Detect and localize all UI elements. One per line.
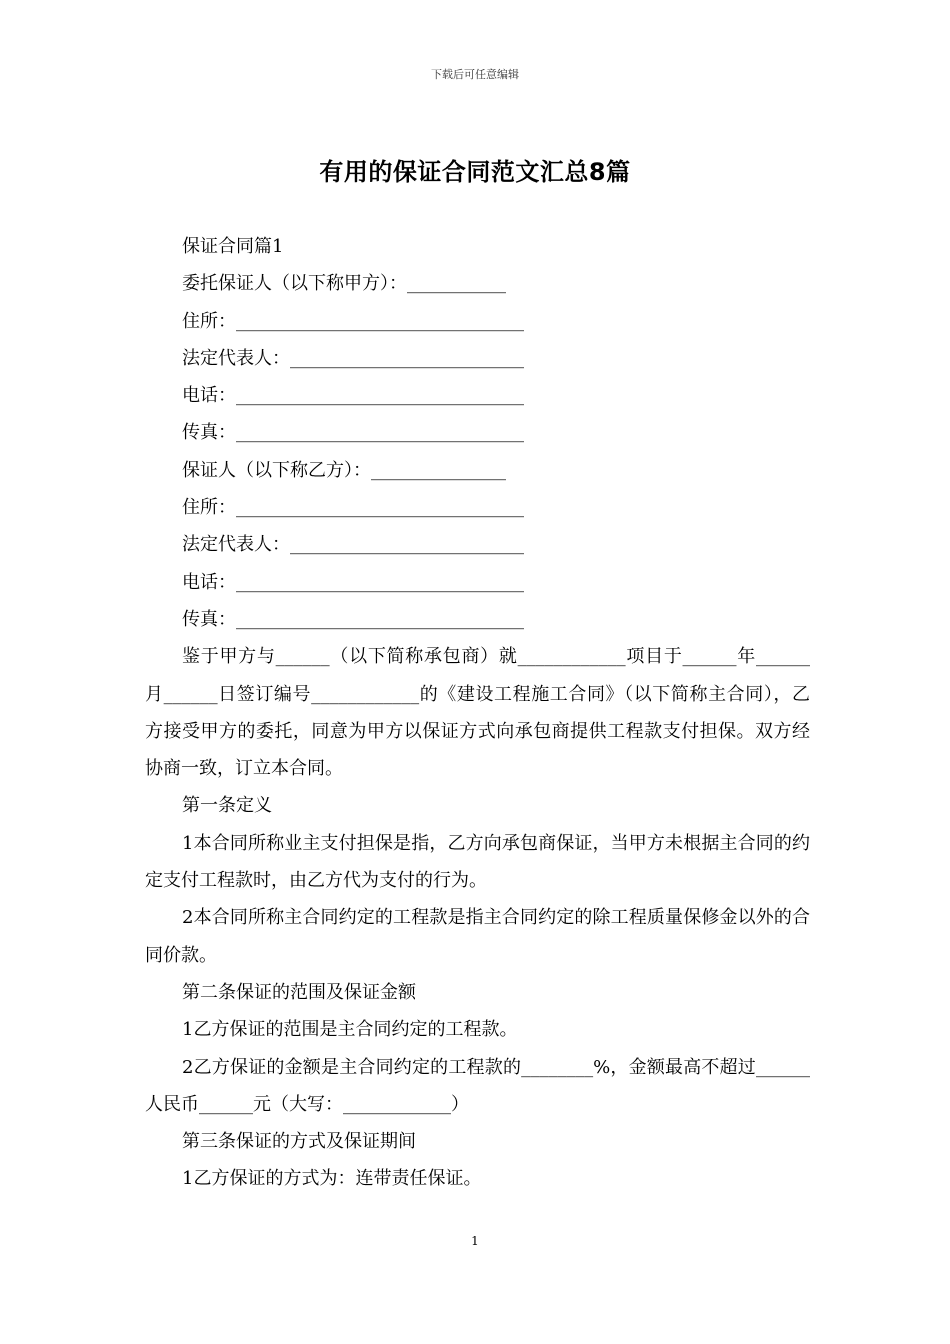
field-principal-address: 住所：________________________________ bbox=[182, 310, 524, 332]
field-guarantor: 保证人（以下称乙方）：_______________ bbox=[182, 459, 506, 481]
field-guarantor-phone: 电话：________________________________ bbox=[182, 571, 524, 593]
page-header-note: 下载后可任意编辑 bbox=[431, 68, 519, 81]
article-heading: 第一条定义 bbox=[182, 795, 272, 817]
field-principal-phone: 电话：________________________________ bbox=[182, 385, 524, 407]
recital-paragraph: 鉴于甲方与______（以下简称承包商）就____________项目于______年______月______日签订编号____________的《建设工程施工合同》（以下简称主合同），乙方接受甲方的委托，同意为甲方以保证方式向承包商提供工程款支付担保。双方经协商一致，订立本合同。 bbox=[145, 646, 810, 780]
clause-paragraph: 2本合同所称主合同约定的工程款是指主合同约定的除工程质量保修金以外的合同价款。 bbox=[145, 907, 810, 966]
clause-paragraph: 1本合同所称业主支付担保是指，乙方向承包商保证，当甲方未根据主合同的约定支付工程款时，由乙方代为支付的行为。 bbox=[145, 832, 810, 892]
clause-paragraph: 1乙方保证的方式为：连带责任保证。 bbox=[182, 1168, 482, 1190]
field-principal-legal-rep: 法定代表人：__________________________ bbox=[182, 347, 524, 369]
document-body bbox=[145, 228, 810, 1198]
article-heading: 第二条保证的范围及保证金额 bbox=[182, 981, 416, 1003]
document-title: 有用的保证合同范文汇总8篇 bbox=[319, 158, 631, 186]
article-heading: 第三条保证的方式及保证期间 bbox=[182, 1131, 416, 1153]
page-number: 1 bbox=[471, 1234, 479, 1248]
field-principal: 委托保证人（以下称甲方）：___________ bbox=[182, 273, 506, 295]
clause-paragraph: 2乙方保证的金额是主合同约定的工程款的________%，金额最高不超过______人民币______元（大写：____________） bbox=[145, 1056, 810, 1115]
field-guarantor-legal-rep: 法定代表人：__________________________ bbox=[182, 534, 524, 556]
clause-paragraph: 1乙方保证的范围是主合同约定的工程款。 bbox=[182, 1019, 518, 1041]
field-principal-fax: 传真：________________________________ bbox=[182, 422, 524, 444]
section-heading: 保证合同篇1 bbox=[182, 236, 284, 257]
field-guarantor-address: 住所：________________________________ bbox=[182, 497, 524, 519]
field-guarantor-fax: 传真：________________________________ bbox=[182, 608, 524, 630]
